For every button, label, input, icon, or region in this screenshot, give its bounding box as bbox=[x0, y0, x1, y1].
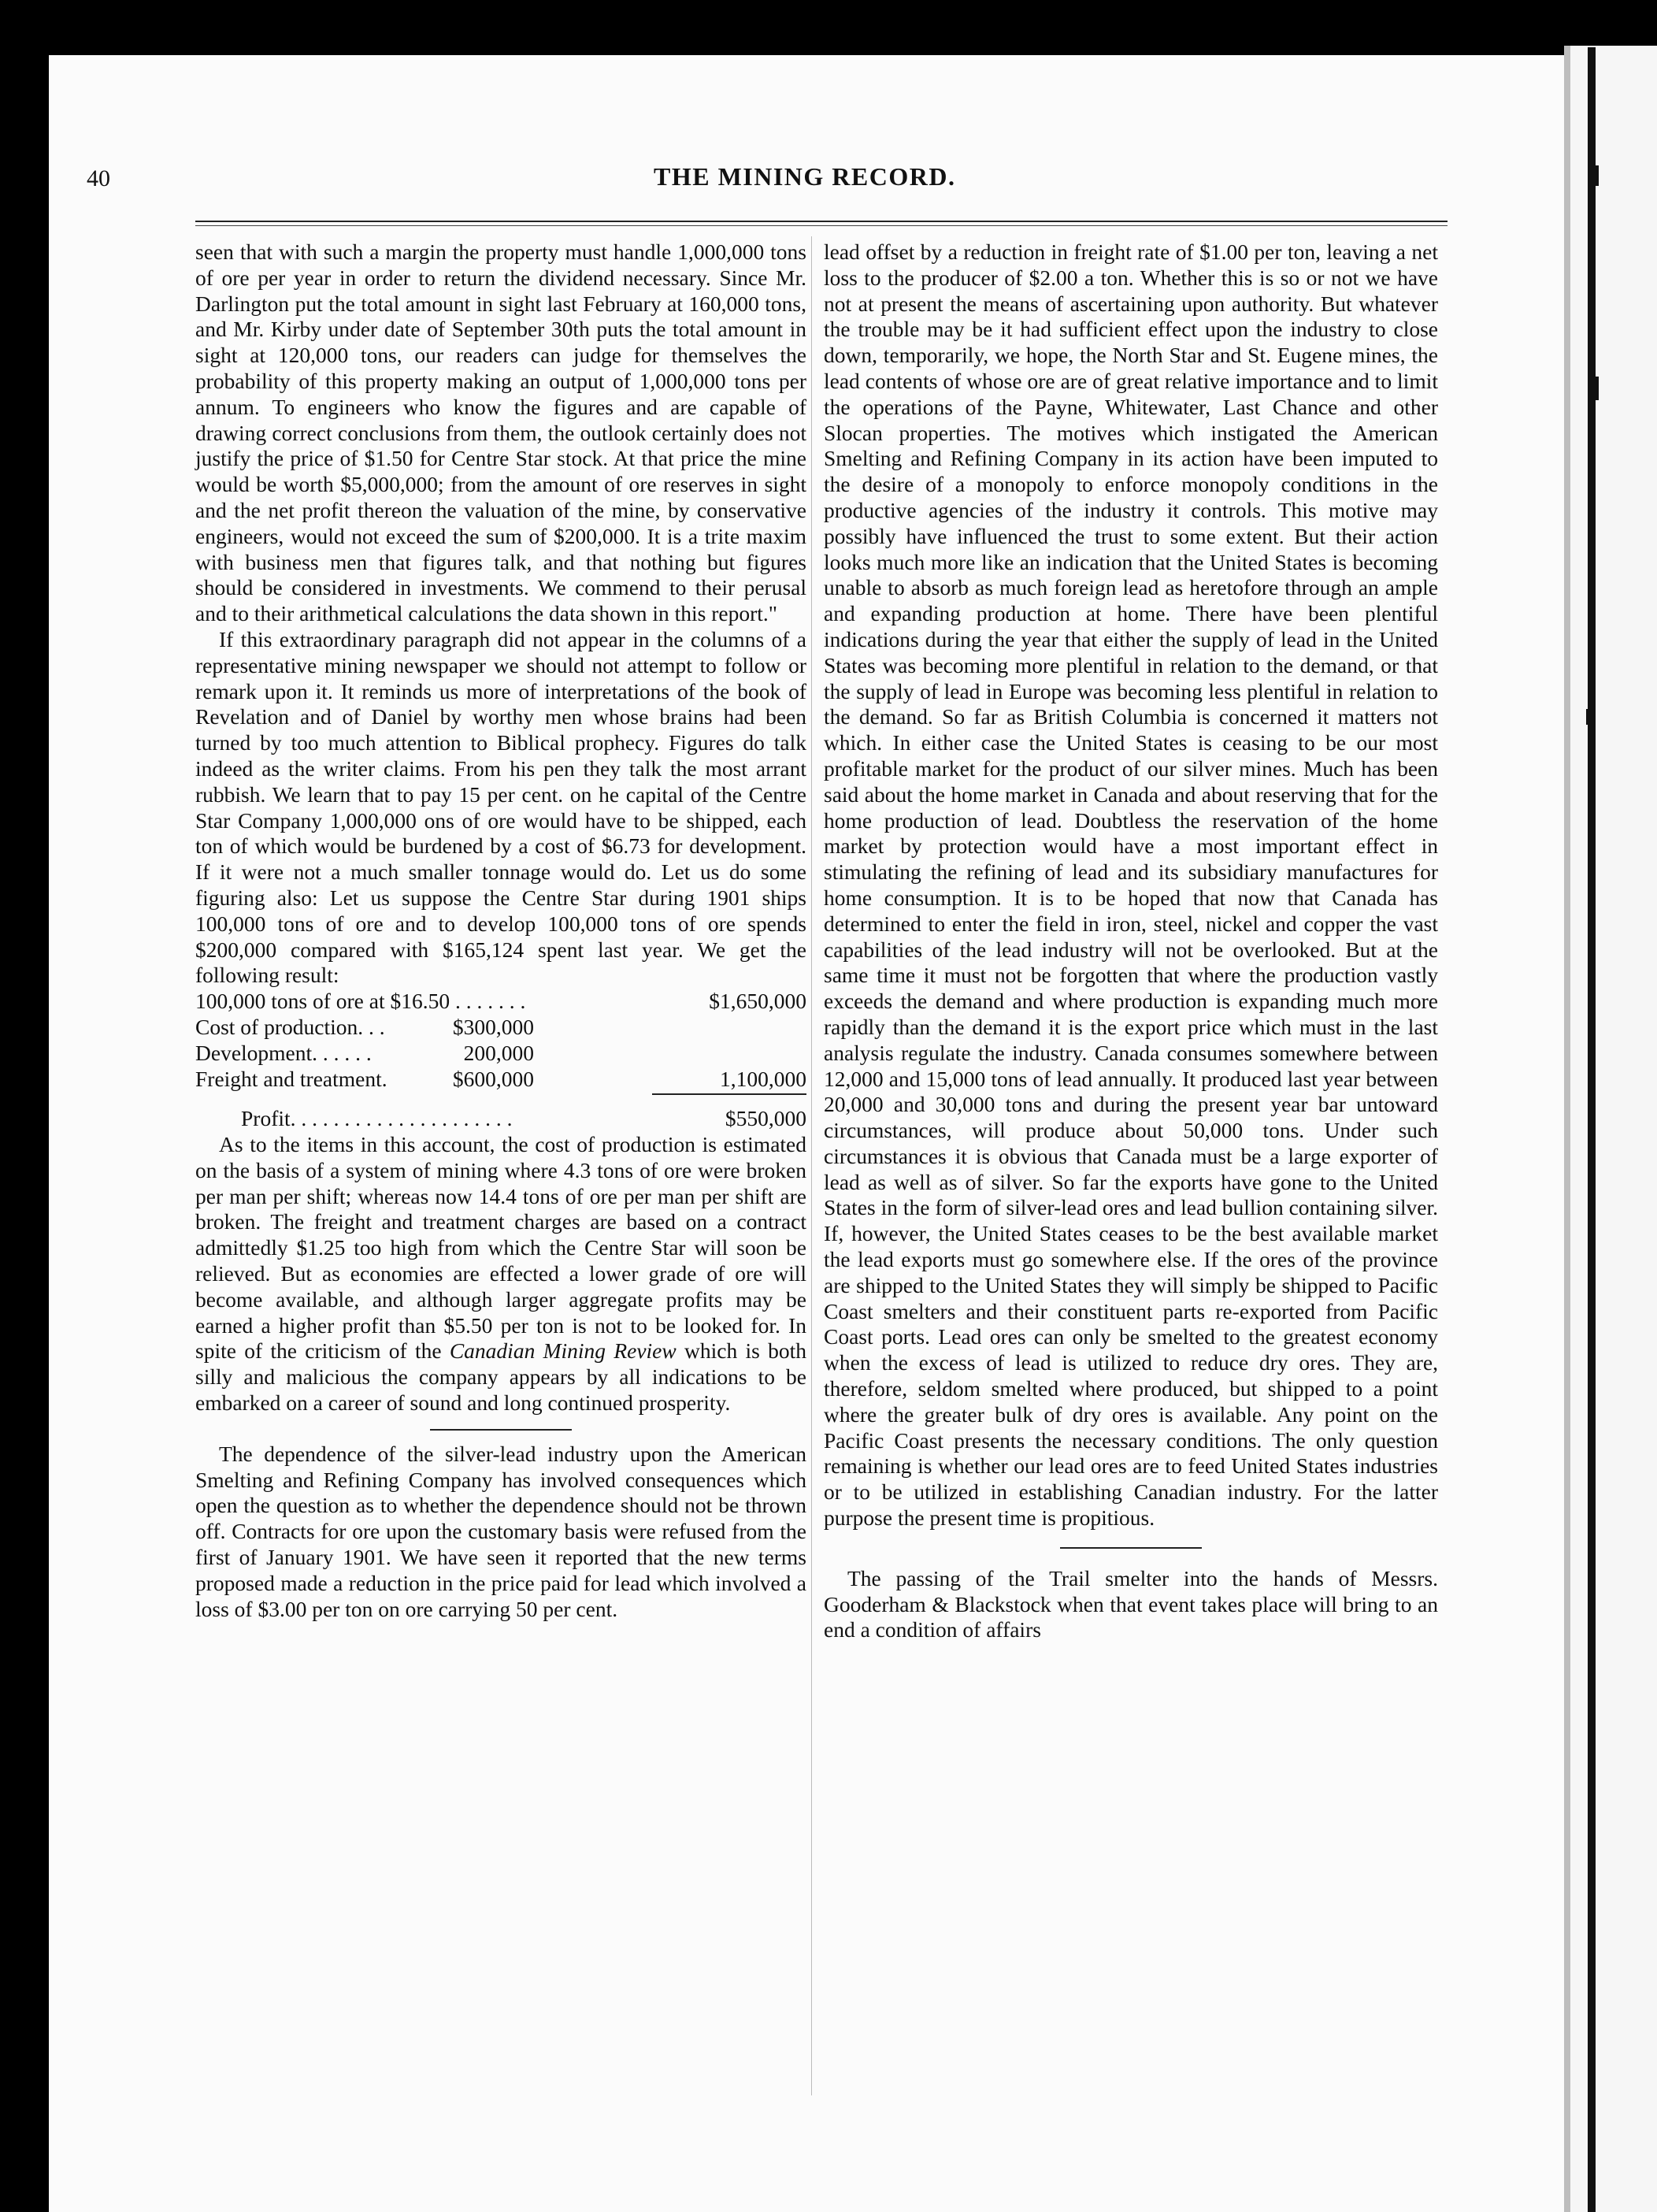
account-label: 100,000 tons of ore at $16.50 . . . . . . . bbox=[195, 989, 526, 1014]
account-table bbox=[195, 989, 806, 1132]
account-subvalue: $300,000 bbox=[452, 1014, 534, 1039]
page-gutter-shadow bbox=[1564, 46, 1570, 2212]
edge-mark bbox=[1586, 709, 1592, 725]
publication-title: Canadian Mining Review bbox=[449, 1338, 677, 1364]
paragraph: The passing of the Trail smelter into the hands of Messrs. Gooderham & Blackstock when that event takes place will bring to an end a condition of affairs bbox=[824, 1565, 1438, 1642]
account-subvalue: 200,000 bbox=[463, 1040, 534, 1065]
paragraph bbox=[195, 1132, 806, 1416]
account-value: 1,100,000 bbox=[720, 1066, 806, 1091]
account-row bbox=[195, 1067, 806, 1093]
account-value: $1,650,000 bbox=[709, 989, 806, 1014]
account-row bbox=[195, 1015, 806, 1041]
account-row bbox=[195, 989, 806, 1015]
profit-value: $550,000 bbox=[725, 1106, 806, 1131]
edge-mark bbox=[1591, 377, 1599, 400]
section-separator bbox=[430, 1429, 572, 1431]
text-run: which is both silly and malicious the company appears by all indications to be embarked on a career of sound and long continued prosperity. bbox=[195, 1338, 806, 1416]
account-label: Cost of production. . . bbox=[195, 1014, 385, 1039]
left-column bbox=[195, 239, 806, 1622]
account-label: Development. . . . . . bbox=[195, 1040, 372, 1065]
page-number: 40 bbox=[87, 165, 110, 191]
paragraph: lead offset by a reduction in freight rate of $1.00 per ton, leaving a net loss to the producer of $2.00 a ton. Whether this is so or not we have not at present the means of ascertaining upon authority. But whatever the trouble may be it had sufficient effect upon the industry to close down, temporarily, we hope, the North Star and St. Eugene mines, the lead contents of whose ore are of great relative importance and to limit the operations of the Payne, Whitewater, Last Chance and other Slocan properties. The motives which instigated the American Smelting and Refining Company in its action have been imputed to the desire of a monopoly to enforce monopoly conditions in the productive agencies of the industry it controls. This motive may possibly have influenced the trust to some extent. But their action looks much more like an indication that the United States is becoming unable to absorb as much foreign lead as heretofore through an ample and expanding production at home. There have been plentiful indications during the year that either the supply of lead in the United States was becoming more plentiful in relation to the demand, or that the supply of lead in Europe was becoming less plentiful in relation to the demand. So far as British Columbia is concerned it matters not which. In either case the United States is ceasing to be our most profitable market for the product of our silver mines. Much has been said about the home market in Canada and about reserving that for the home production of lead. Doubtless the reservation of the home market by protection would have a most important effect in stimulating the refining of lead and its subsidiary manufactures for home consumption. It is to be hoped that now that Canada has determined to enter the field in iron, steel, nickel and copper the vast capabilities of the lead industry will not be overlooked. But at the same time it must not be forgotten that where the production vastly exceeds the demand and where production is expanding much more rapidly than the demand it is the export price which must in the last analysis regulate the industry. Canada consumes somewhere between 12,000 and 15,000 tons of lead annually. It produced last year between 20,000 and 30,000 tons and during the present year bar untoward circumstances, will produce about 50,000 tons. Under such circumstances it is obvious that Canada must be a large exporter of lead as well as of silver. So far the exports have gone to the United States in the form of silver-lead ores and lead bullion containing silver. If, however, the United States ceases to be the best available market the lead exports must go somewhere else. If the ores of the province are shipped to the United States they will simply be shipped to Pacific Coast smelters and their constituent parts re-exported from Pacific Coast ports. Lead ores can only be smelted to the greatest economy when the excess of lead is utilized to reduce dry ores. They are, therefore, seldom smelted where produced, but shipped to a point where the greater bulk of dry ores is available. Any point on the Pacific Coast presents the necessary conditions. The only question remaining is whether our lead ores are to feed United States industries or to be utilized in establishing Canadian industry. For the latter purpose the present time is propitious. bbox=[824, 239, 1438, 1531]
paragraph: seen that with such a margin the property must handle 1,000,000 tons of ore per year in order to return the dividend necessary. Since Mr. Darlington put the total amount in sight last February at 160,000 tons, and Mr. Kirby under date of September 30th puts the total amount in sight at 120,000 tons, our readers can judge for themselves the probability of this property making an output of 1,000,000 tons per annum. To engineers who know the figures and are capable of drawing correct conclusions from them, the outlook certainly does not justify the price of $1.50 for Centre Star stock. At that price the mine would be worth $5,000,000; from the amount of ore reserves in sight and the net profit thereon the valuation of the mine, by conservative engineers, would not exceed the sum of $200,000. It is a trite maxim with business men that figures talk, and that nothing but figures should be considered in investments. We commend to their perusal and to their arithmetical calculations the data shown in this report." bbox=[195, 239, 806, 626]
account-total-rule bbox=[652, 1093, 806, 1095]
column-divider bbox=[811, 236, 812, 2095]
text-run: As to the items in this account, the cost of production is estimated on the basis of a system of mining where 4.3 tons of ore were broken per man per shift; whereas now 14.4 tons of ore per man per shift are broken. The freight and treatment charges are based on a contract admittedly $1.25 too high from which the Centre Star will soon be relieved. But as economies are effected a lower grade of ore will become available, and although larger aggregate profits may be earned a higher profit than $5.50 per ton is not to be looked for. In spite of the criticism of the bbox=[195, 1132, 806, 1364]
account-profit-row bbox=[195, 1106, 806, 1132]
profit-label: Profit. . . . . . . . . . . . . . . . . . . . . bbox=[241, 1106, 513, 1131]
right-column bbox=[824, 239, 1438, 1643]
header-rule bbox=[195, 221, 1448, 226]
next-page-edge bbox=[1564, 46, 1657, 2212]
binding-edge bbox=[1588, 47, 1596, 2212]
account-subvalue: $600,000 bbox=[452, 1066, 534, 1091]
running-title: THE MINING RECORD. bbox=[654, 162, 956, 191]
paragraph: The dependence of the silver-lead industry upon the American Smelting and Refining Company has involved consequences which open the question as to whether the dependence should not be thrown off. Contracts for ore upon the customary basis were refused from the first of January 1901. We have seen it reported that the new terms proposed made a reduction in the price paid for lead which involved a loss of $3.00 per ton on ore carrying 50 per cent. bbox=[195, 1441, 806, 1621]
account-label: Freight and treatment. bbox=[195, 1066, 387, 1091]
edge-mark bbox=[1588, 165, 1599, 186]
account-row bbox=[195, 1041, 806, 1067]
paragraph: If this extraordinary paragraph did not appear in the columns of a representative mining newspaper we should not attempt to follow or remark upon it. It reminds us more of interpretations of the book of Revelation and of Daniel by worthy men whose brains had been turned by too much attention to Biblical prophecy. Figures do talk indeed as the writer claims. From his pen they talk the most arrant rubbish. We learn that to pay 15 per cent. on he capital of the Centre Star Company 1,000,000 ons of ore would have to be shipped, each ton of which would be burdened by a cost of $6.73 for development. If it were not a much smaller tonnage would do. Let us do some figuring also: Let us suppose the Centre Star during 1901 ships 100,000 tons of ore and to develop 100,000 tons of ore spends $200,000 compared with $165,124 spent last year. We get the following result: bbox=[195, 626, 806, 988]
section-separator bbox=[1060, 1547, 1202, 1549]
